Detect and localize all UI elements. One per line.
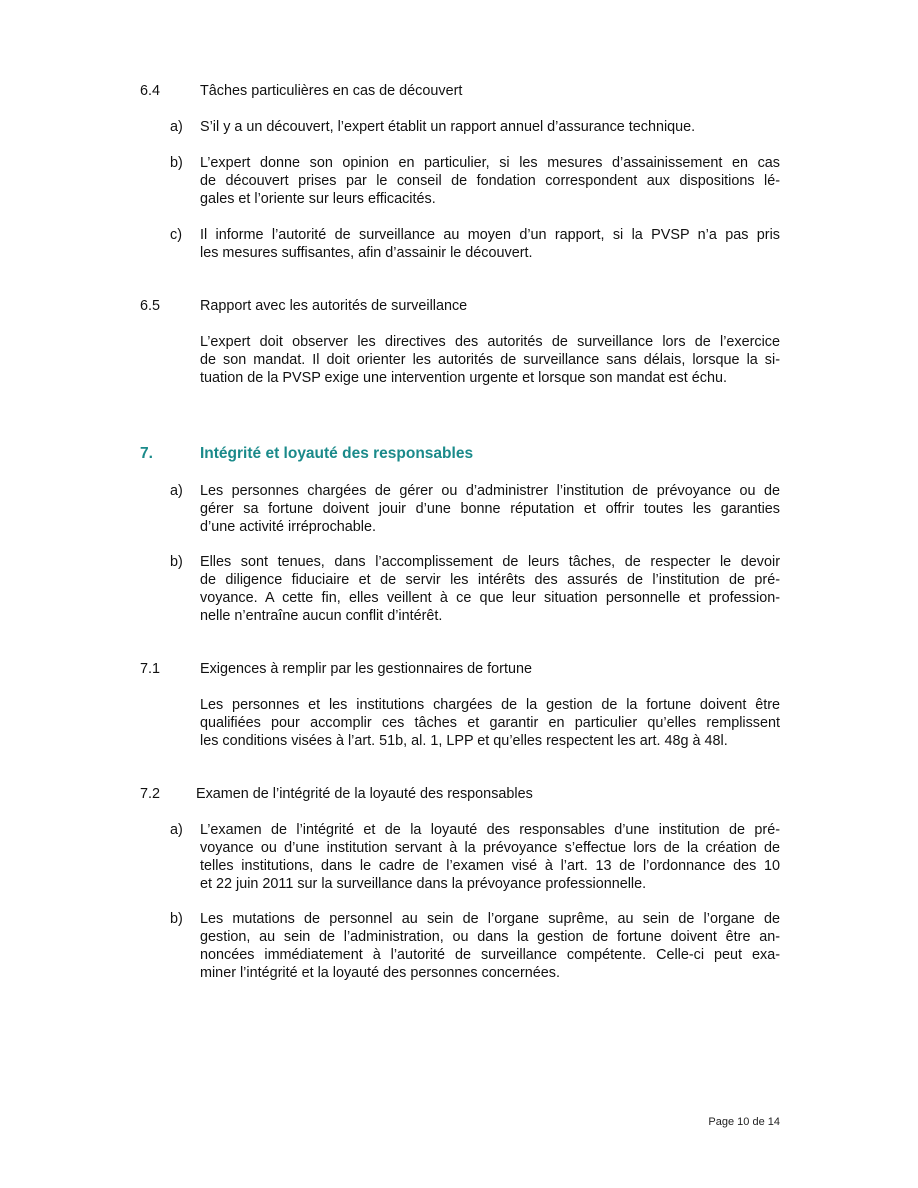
item-text [200, 821, 780, 893]
text-line: telles institutions, dans le cadre de l’examen visé à l’art. 13 de l’ordonnance des 10 [200, 858, 780, 874]
section-title: Exigences à remplir par les gestionnaires de fortune [200, 661, 532, 677]
text-line: Elles sont tenues, dans l’accomplissement de leurs tâches, de respecter le devoir [200, 554, 780, 570]
item-text [200, 118, 780, 136]
text-line: Les personnes et les institutions chargées de la gestion de la fortune doivent être [200, 697, 780, 713]
text-line: gales et l’oriente sur leurs efficacités. [200, 191, 436, 207]
item-label: b) [170, 554, 183, 570]
text-line: noncées immédiatement à l’autorité de surveillance compétente. Celle-ci peut exa- [200, 947, 780, 963]
item-text [200, 482, 780, 536]
text-line: gestion, au sein de l’administration, ou dans la gestion de fortune doivent être an- [200, 929, 780, 945]
text-line: miner l’intégrité et la loyauté des personnes concernées. [200, 965, 560, 981]
text-line: nelle n’entraîne aucun conflit d’intérêt. [200, 608, 443, 624]
item-label: c) [170, 227, 182, 243]
section-paragraph [200, 696, 780, 750]
chapter-title: Intégrité et loyauté des responsables [200, 445, 474, 462]
text-line: les mesures suffisantes, afin d’assainir le découvert. [200, 245, 533, 261]
page-number: Page 10 de 14 [708, 1116, 780, 1128]
section-title: Examen de l’intégrité de la loyauté des responsables [196, 786, 533, 802]
text-line: de diligence fiduciaire et de servir les intérêts des assurés de l’institution de pré- [200, 572, 780, 588]
item-label: a) [170, 483, 183, 499]
text-line: voyance. A cette fin, elles veillent à ce que leur situation personnelle et profession- [200, 590, 780, 606]
text-line: tuation de la PVSP exige une intervention urgente et lorsque son mandat est échu. [200, 370, 727, 386]
text-line: Les mutations de personnel au sein de l’organe suprême, au sein de l’organe de [200, 911, 780, 927]
text-line: L’expert donne son opinion en particulier, si les mesures d’assainissement en cas [200, 155, 780, 171]
text-line: S’il y a un découvert, l’expert établit un rapport annuel d’assurance technique. [200, 119, 696, 135]
text-line: de son mandat. Il doit orienter les autorités de surveillance sans délais, lorsque la si- [200, 352, 780, 368]
item-label: a) [170, 119, 183, 135]
section-number: 6.5 [140, 298, 161, 314]
section-number: 6.4 [140, 83, 161, 99]
item-text [200, 553, 780, 625]
text-line: voyance ou d’une institution servant à la prévoyance s’effectue lors de la création de [200, 840, 780, 856]
text-line: qualifiées pour accomplir ces tâches et garantir en particulier qu’elles remplissent [200, 715, 780, 731]
text-line: de découvert prises par le conseil de fondation correspondent aux dispositions lé- [200, 173, 780, 189]
section-paragraph [200, 333, 780, 387]
item-label: b) [170, 911, 183, 927]
section-number: 7.2 [140, 786, 161, 802]
item-text [200, 910, 780, 982]
text-line: Les personnes chargées de gérer ou d’administrer l’institution de prévoyance ou de [200, 483, 780, 499]
section-title: Rapport avec les autorités de surveillance [200, 298, 468, 314]
item-text [200, 226, 780, 262]
text-line: Il informe l’autorité de surveillance au moyen d’un rapport, si la PVSP n’a pas pris [200, 227, 780, 243]
section-number: 7.1 [140, 661, 161, 677]
text-line: d’une activité irréprochable. [200, 519, 376, 535]
text-line: et 22 juin 2011 sur la surveillance dans la prévoyance professionnelle. [200, 876, 647, 892]
text-line: L’expert doit observer les directives des autorités de surveillance lors de l’exercice [200, 334, 780, 350]
text-line: les conditions visées à l’art. 51b, al. 1, LPP et qu’elles respectent les art. 48g à 48l. [200, 733, 728, 749]
section-title: Tâches particulières en cas de découvert [200, 83, 463, 99]
item-label: b) [170, 155, 183, 171]
text-line: L’examen de l’intégrité et de la loyauté des responsables d’une institution de pré- [200, 822, 780, 838]
text-line: gérer sa fortune doivent jouir d’une bonne réputation et offrir toutes les garanties [200, 501, 780, 517]
item-text [200, 154, 780, 208]
chapter-number: 7. [140, 445, 153, 462]
item-label: a) [170, 822, 183, 838]
